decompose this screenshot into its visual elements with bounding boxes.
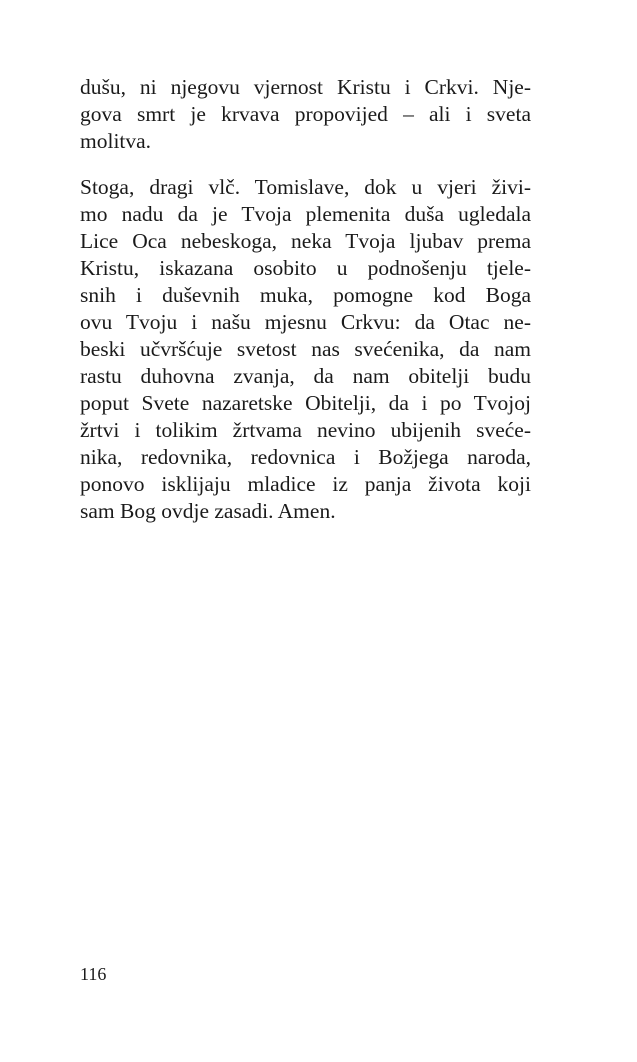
- text-line: ponovo isklijaju mladice iz panja života koji: [80, 472, 531, 496]
- text-line: beski učvršćuje svetost nas svećenika, da nam: [80, 337, 531, 361]
- text-line: žrtvi i tolikim žrtvama nevino ubijenih sveće-: [80, 418, 531, 442]
- text-line: gova smrt je krvava propovijed – ali i sveta: [80, 102, 531, 126]
- text-line: rastu duhovna zvanja, da nam obitelji budu: [80, 364, 531, 388]
- text-line: sam Bog ovdje zasadi. Amen.: [80, 499, 336, 523]
- paragraph-2: [80, 174, 531, 525]
- text-line: dušu, ni njegovu vjernost Kristu i Crkvi. Nje-: [80, 75, 531, 99]
- page-number: 116: [80, 964, 107, 984]
- paragraph-1: [80, 74, 531, 155]
- text-line: Lice Oca nebeskoga, neka Tvoja ljubav prema: [80, 229, 531, 253]
- text-line: snih i duševnih muka, pomogne kod Boga: [80, 283, 531, 307]
- text-line: Stoga, dragi vlč. Tomislave, dok u vjeri živi-: [80, 175, 531, 199]
- text-line: nika, redovnika, redovnica i Božjega naroda,: [80, 445, 531, 469]
- text-line: molitva.: [80, 129, 152, 153]
- text-line: mo nadu da je Tvoja plemenita duša ugledala: [80, 202, 531, 226]
- text-line: ovu Tvoju i našu mjesnu Crkvu: da Otac ne-: [80, 310, 531, 334]
- text-line: poput Svete nazaretske Obitelji, da i po Tvojoj: [80, 391, 531, 415]
- text-line: Kristu, iskazana osobito u podnošenju tjele-: [80, 256, 531, 280]
